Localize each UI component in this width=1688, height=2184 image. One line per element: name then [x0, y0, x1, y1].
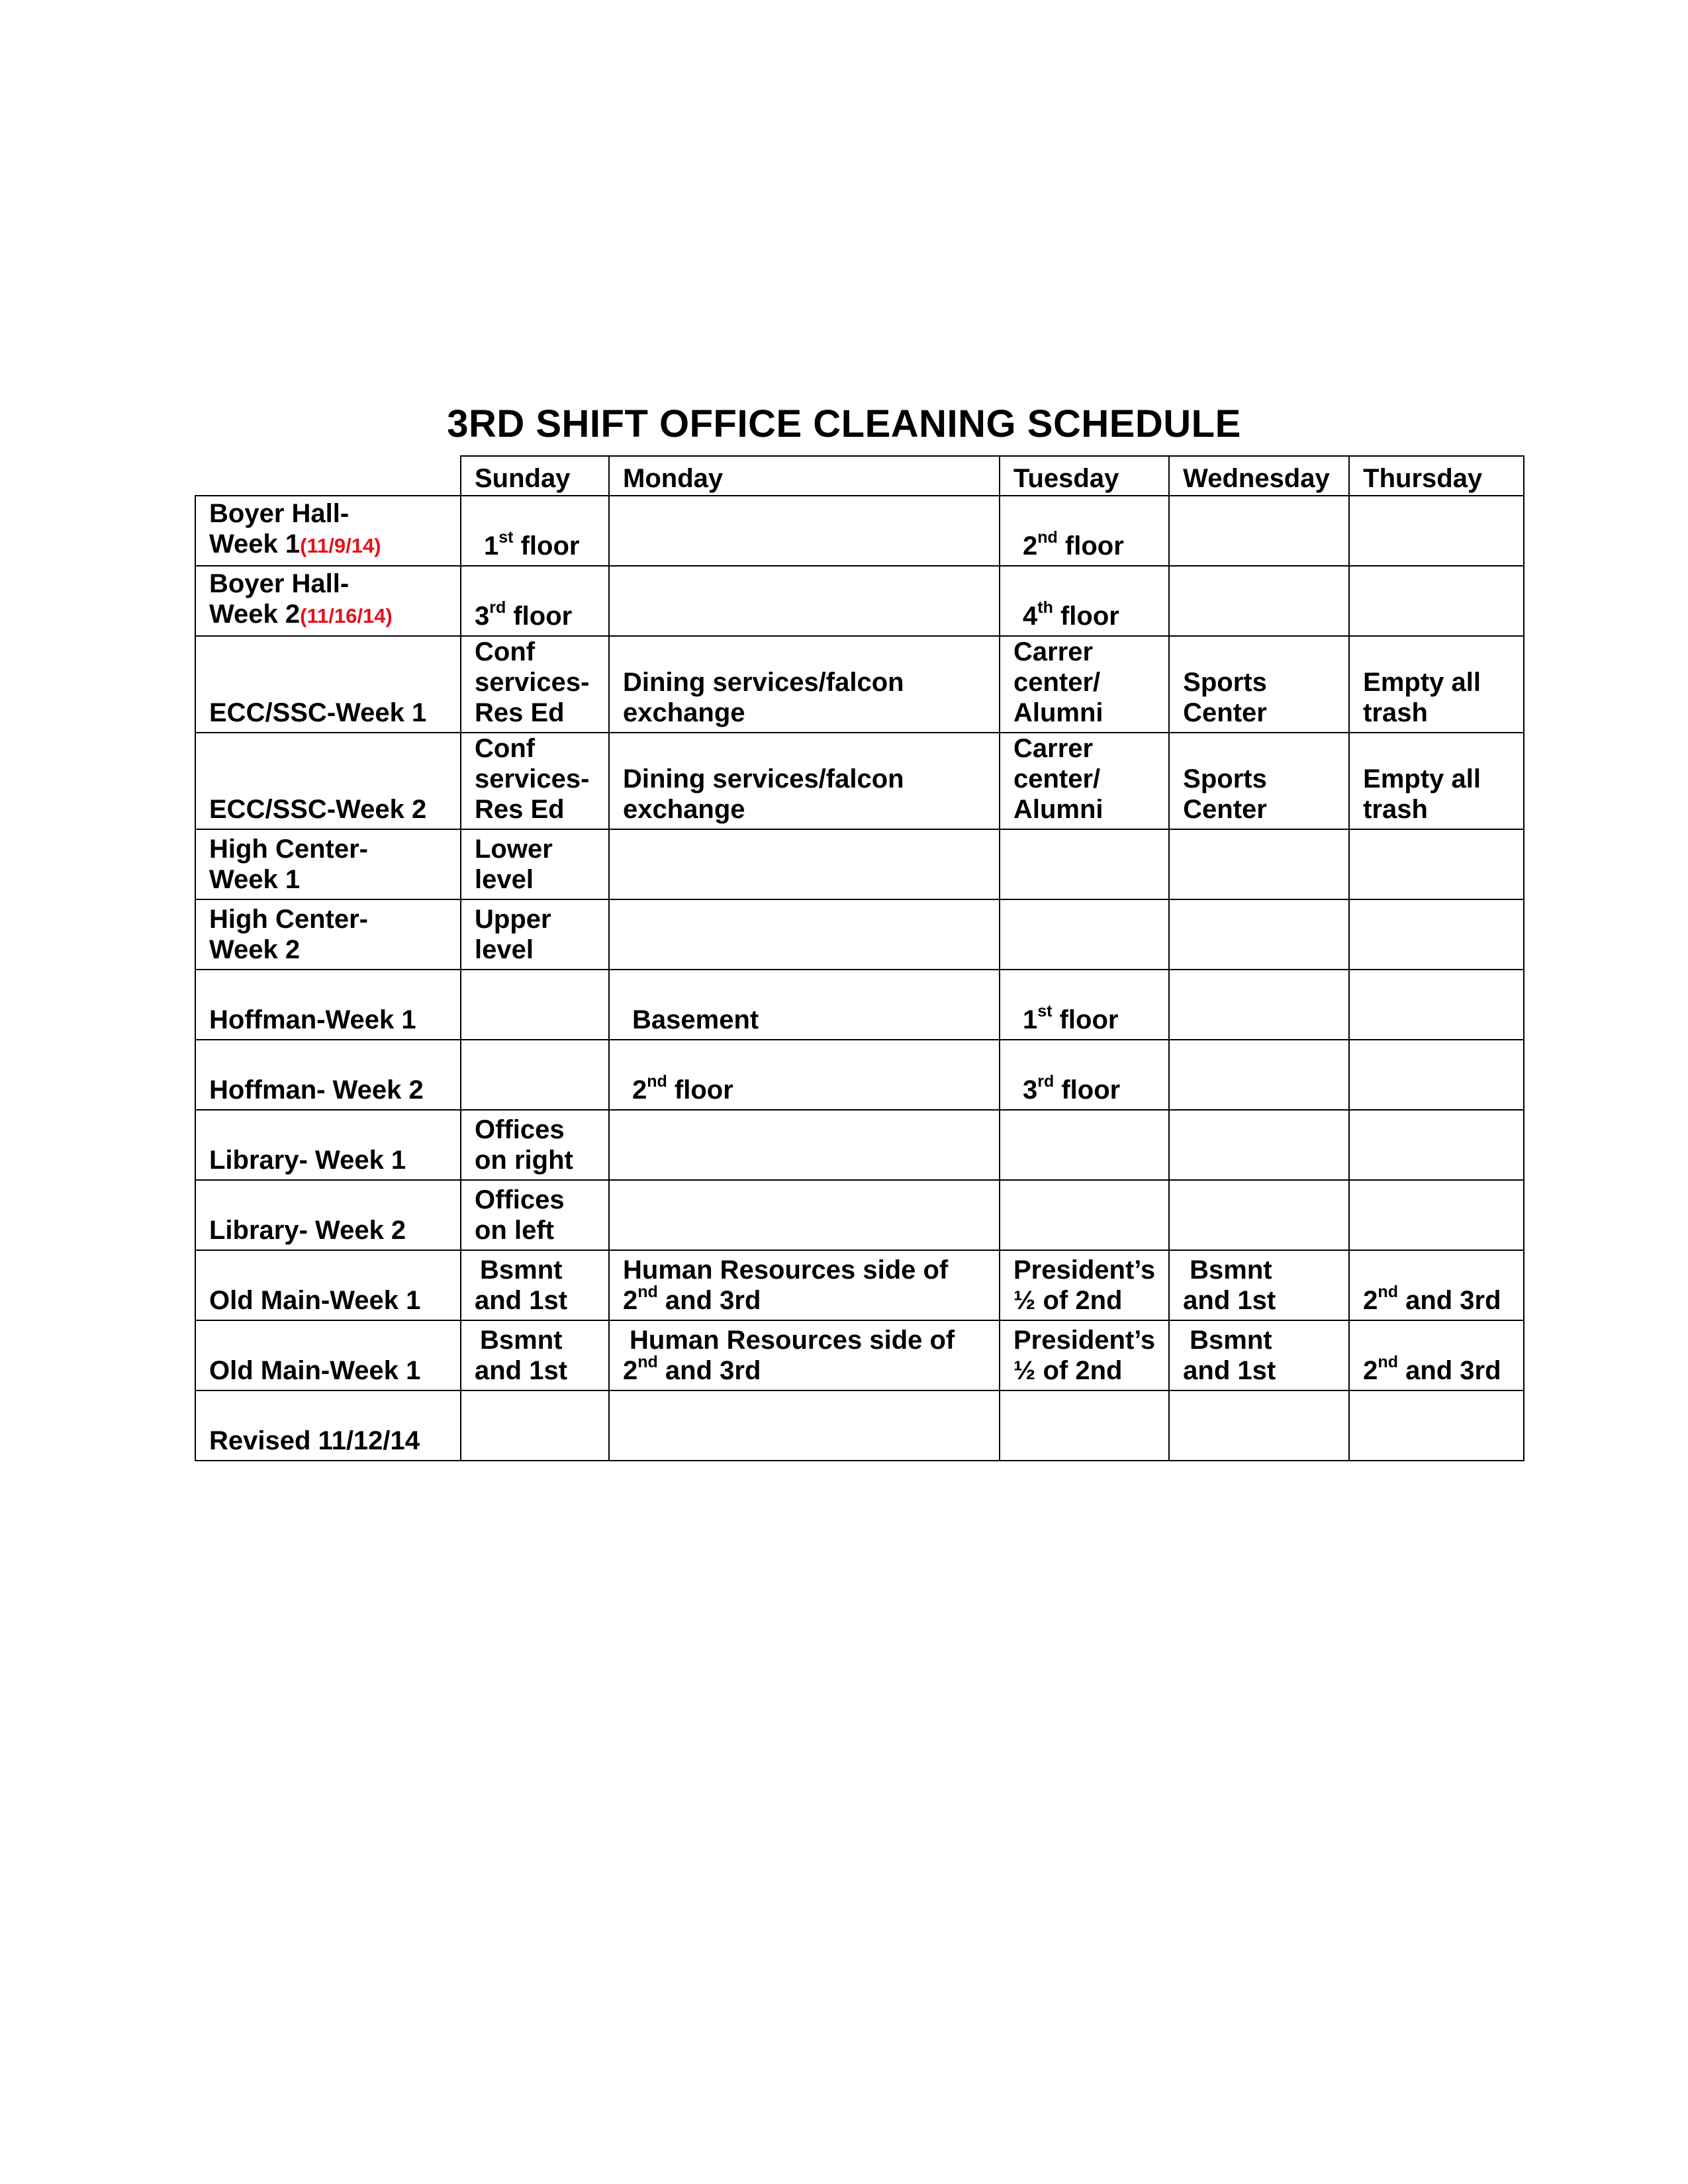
header-thursday: Thursday — [1349, 456, 1524, 496]
wednesday-cell — [1169, 496, 1349, 566]
tuesday-cell — [1000, 829, 1169, 899]
monday-cell: 2nd floor — [609, 1040, 1000, 1110]
thursday-cell: 2nd and 3rd — [1349, 1250, 1524, 1320]
tuesday-cell: Carrer center/ Alumni — [1000, 733, 1169, 829]
table-row — [195, 566, 1524, 636]
location-cell: Boyer Hall- Week 1(11/9/14) — [195, 496, 461, 566]
location-cell: Boyer Hall- Week 2(11/16/14) — [195, 566, 461, 636]
sunday-cell: Bsmnt and 1st — [461, 1250, 609, 1320]
location-cell: ECC/SSC-Week 2 — [195, 733, 461, 829]
monday-cell: Human Resources side of 2nd and 3rd — [609, 1250, 1000, 1320]
table-row — [195, 1250, 1524, 1320]
monday-cell — [609, 1390, 1000, 1461]
table-row — [195, 636, 1524, 733]
wednesday-cell — [1169, 1390, 1349, 1461]
thursday-cell — [1349, 1390, 1524, 1461]
location-cell: Library- Week 2 — [195, 1180, 461, 1250]
schedule-table — [195, 455, 1524, 1461]
monday-cell — [609, 1180, 1000, 1250]
sunday-cell: 1st floor — [461, 496, 609, 566]
sunday-cell: Conf services- Res Ed — [461, 733, 609, 829]
wednesday-cell — [1169, 1180, 1349, 1250]
tuesday-cell: 4th floor — [1000, 566, 1169, 636]
table-row — [195, 829, 1524, 899]
tuesday-cell — [1000, 1110, 1169, 1180]
tuesday-cell — [1000, 1180, 1169, 1250]
footer-row — [195, 1390, 1524, 1461]
thursday-cell — [1349, 970, 1524, 1040]
table-row — [195, 496, 1524, 566]
thursday-cell: Empty all trash — [1349, 636, 1524, 733]
location-cell: High Center- Week 1 — [195, 829, 461, 899]
table-row — [195, 1320, 1524, 1390]
wednesday-cell — [1169, 899, 1349, 970]
table-row — [195, 733, 1524, 829]
page-title: 3RD SHIFT OFFICE CLEANING SCHEDULE — [447, 402, 1241, 445]
wednesday-cell: Sports Center — [1169, 636, 1349, 733]
header-tuesday: Tuesday — [1000, 456, 1169, 496]
location-cell: Old Main-Week 1 — [195, 1250, 461, 1320]
tuesday-cell: 2nd floor — [1000, 496, 1169, 566]
wednesday-cell — [1169, 1040, 1349, 1110]
revised-note: Revised 11/12/14 — [195, 1390, 461, 1461]
location-cell: Library- Week 1 — [195, 1110, 461, 1180]
sunday-cell — [461, 1390, 609, 1461]
wednesday-cell: Sports Center — [1169, 733, 1349, 829]
monday-cell — [609, 496, 1000, 566]
location-cell: ECC/SSC-Week 1 — [195, 636, 461, 733]
tuesday-cell: President’s ½ of 2nd — [1000, 1320, 1169, 1390]
location-cell: Hoffman-Week 1 — [195, 970, 461, 1040]
table-row — [195, 899, 1524, 970]
monday-cell: Dining services/falcon exchange — [609, 636, 1000, 733]
monday-cell — [609, 829, 1000, 899]
sunday-cell: Conf services- Res Ed — [461, 636, 609, 733]
thursday-cell: 2nd and 3rd — [1349, 1320, 1524, 1390]
thursday-cell — [1349, 829, 1524, 899]
sunday-cell: Lower level — [461, 829, 609, 899]
tuesday-cell — [1000, 899, 1169, 970]
header-sunday: Sunday — [461, 456, 609, 496]
thursday-cell — [1349, 1180, 1524, 1250]
thursday-cell: Empty all trash — [1349, 733, 1524, 829]
sunday-cell: Upper level — [461, 899, 609, 970]
header-row — [195, 456, 1524, 496]
thursday-cell — [1349, 566, 1524, 636]
wednesday-cell — [1169, 566, 1349, 636]
monday-cell — [609, 566, 1000, 636]
wednesday-cell — [1169, 829, 1349, 899]
monday-cell: Basement — [609, 970, 1000, 1040]
thursday-cell — [1349, 899, 1524, 970]
sunday-cell: Offices on right — [461, 1110, 609, 1180]
table-row — [195, 1110, 1524, 1180]
tuesday-cell: Carrer center/ Alumni — [1000, 636, 1169, 733]
table-row — [195, 970, 1524, 1040]
tuesday-cell: 3rd floor — [1000, 1040, 1169, 1110]
table-row — [195, 1180, 1524, 1250]
header-monday: Monday — [609, 456, 1000, 496]
location-cell: High Center- Week 2 — [195, 899, 461, 970]
thursday-cell — [1349, 1040, 1524, 1110]
table-row — [195, 1040, 1524, 1110]
tuesday-cell: 1st floor — [1000, 970, 1169, 1040]
tuesday-cell: President’s ½ of 2nd — [1000, 1250, 1169, 1320]
sunday-cell — [461, 970, 609, 1040]
sunday-cell: Bsmnt and 1st — [461, 1320, 609, 1390]
tuesday-cell — [1000, 1390, 1169, 1461]
wednesday-cell: Bsmnt and 1st — [1169, 1250, 1349, 1320]
monday-cell: Human Resources side of 2nd and 3rd — [609, 1320, 1000, 1390]
location-cell: Old Main-Week 1 — [195, 1320, 461, 1390]
header-wednesday: Wednesday — [1169, 456, 1349, 496]
header-corner — [195, 456, 461, 496]
thursday-cell — [1349, 496, 1524, 566]
sunday-cell: 3rd floor — [461, 566, 609, 636]
wednesday-cell: Bsmnt and 1st — [1169, 1320, 1349, 1390]
sunday-cell: Offices on left — [461, 1180, 609, 1250]
monday-cell — [609, 899, 1000, 970]
monday-cell — [609, 1110, 1000, 1180]
location-cell: Hoffman- Week 2 — [195, 1040, 461, 1110]
wednesday-cell — [1169, 970, 1349, 1040]
monday-cell: Dining services/falcon exchange — [609, 733, 1000, 829]
thursday-cell — [1349, 1110, 1524, 1180]
sunday-cell — [461, 1040, 609, 1110]
wednesday-cell — [1169, 1110, 1349, 1180]
